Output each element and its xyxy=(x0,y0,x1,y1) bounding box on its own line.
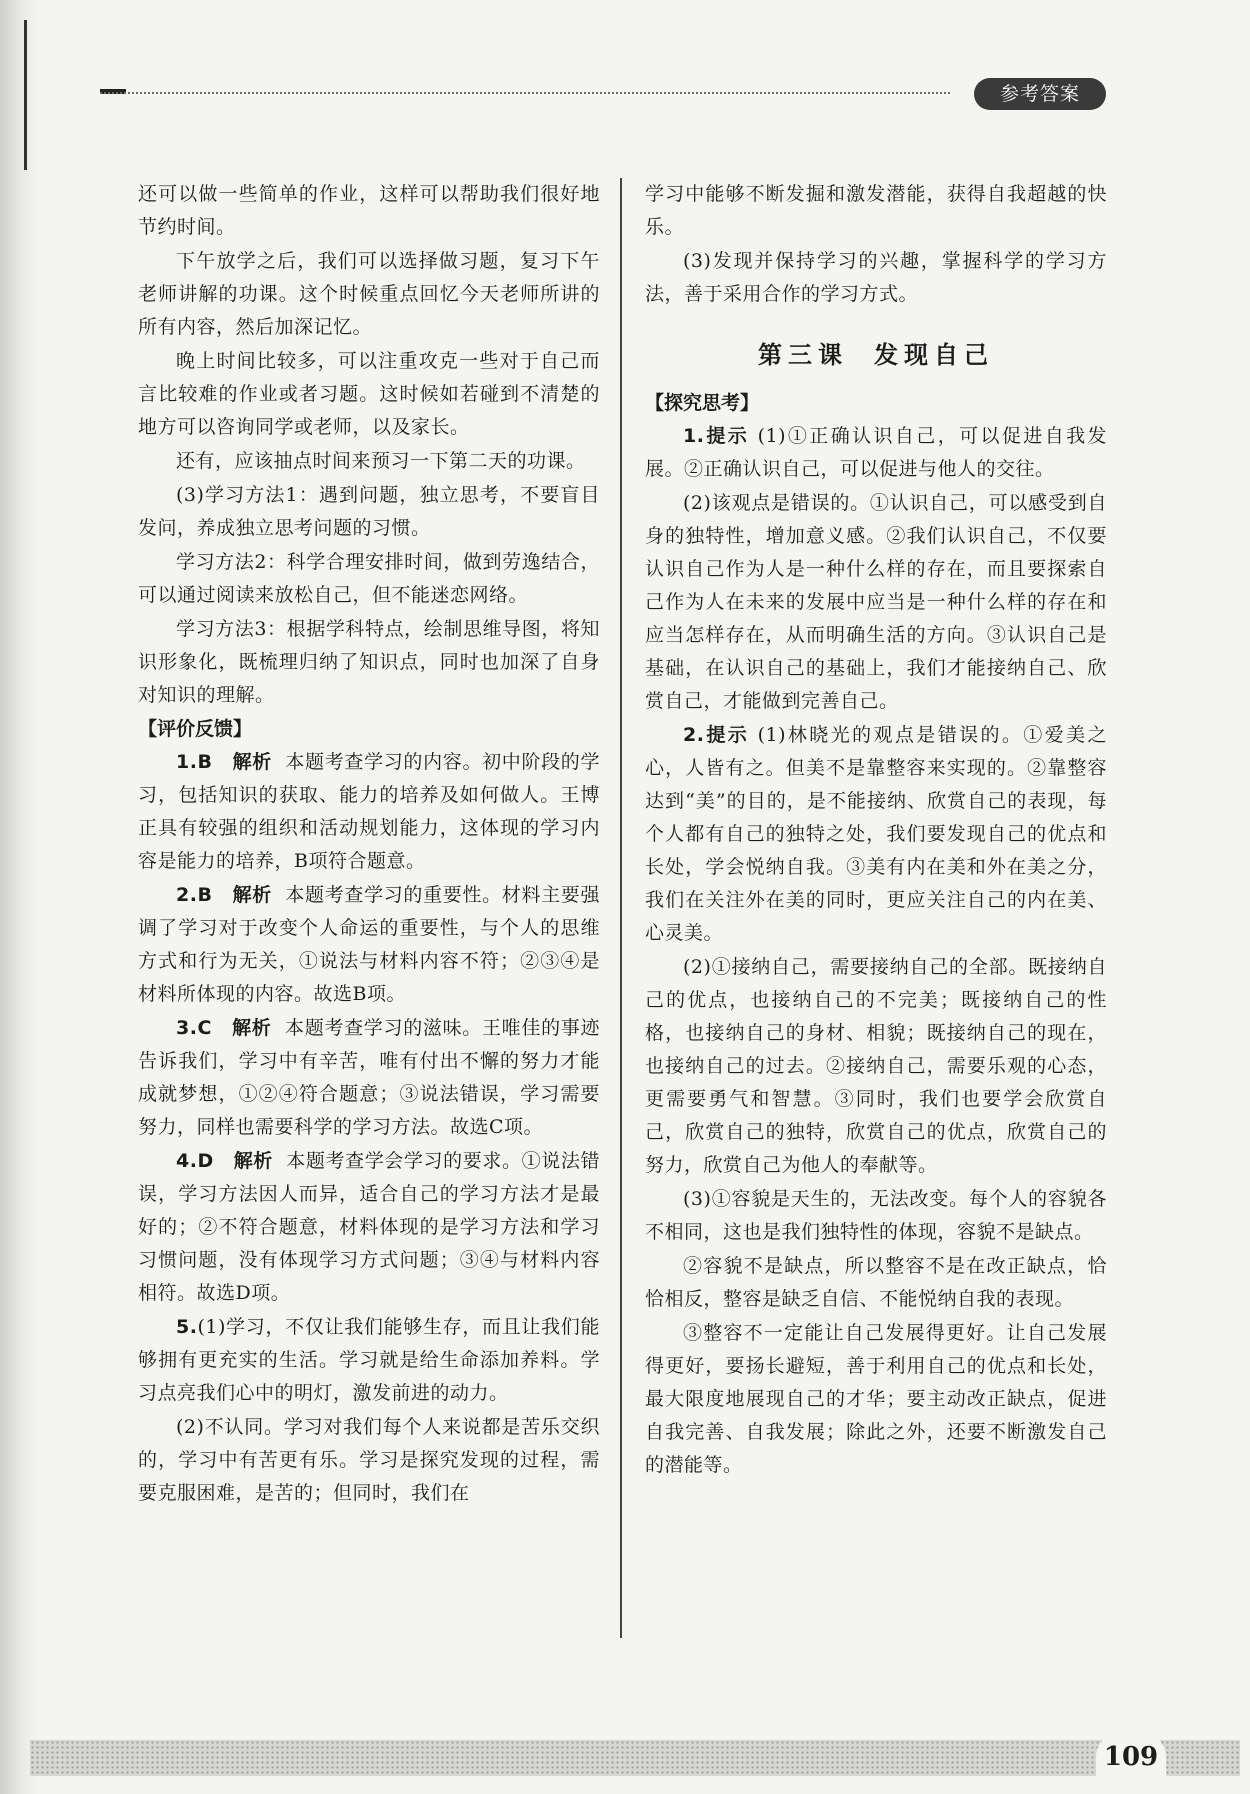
footer-dotted-band xyxy=(30,1740,1240,1776)
answer-label: 4.D xyxy=(176,1150,214,1172)
answer-label: 3.C xyxy=(176,1017,212,1039)
answer-item xyxy=(138,1145,600,1310)
right-column xyxy=(645,178,1107,1483)
binding-edge-mark xyxy=(24,20,27,170)
hint-text: (1)①正确认识自己，可以促进自我发展。②正确认识自己，可以促进与他人的交往。 xyxy=(645,425,1107,480)
left-paragraph: 还有，应该抽点时间来预习一下第二天的功课。 xyxy=(176,450,586,472)
analysis-keyword: 解析 xyxy=(232,1017,272,1039)
left-paragraph: 晚上时间比较多，可以注重攻克一些对于自己而言比较难的作业或者习题。这时候如若碰到不清楚的地方可以咨询同学或老师，以及家长。 xyxy=(138,350,600,438)
left-paragraph: 学习方法2：科学合理安排时间，做到劳逸结合，可以通过阅读来放松自己，但不能迷恋网络。 xyxy=(138,551,600,606)
analysis-keyword: 解析 xyxy=(232,884,272,906)
hint-label: 2.提示 xyxy=(683,724,750,746)
header-dotted-rule xyxy=(100,92,950,94)
left-paragraph: 下午放学之后，我们可以选择做习题，复习下午老师讲解的功课。这个时候重点回忆今天老师所讲的所有内容，然后加深记忆。 xyxy=(138,250,600,338)
left-paragraph: 还可以做一些简单的作业，这样可以帮助我们很好地节约时间。 xyxy=(138,183,600,238)
answer-item-continued: (2)不认同。学习对我们每个人来说都是苦乐交织的，学习中有苦更有乐。学习是探究发现的过程，需要克服困难，是苦的；但同时，我们在 xyxy=(138,1416,600,1504)
hint-paragraph: (2)该观点是错误的。①认识自己，可以感受到自身的独特性，增加意义感。②我们认识自己，不仅要认识自己作为人是一种什么样的存在，而且要探索自己作为人在未来的发展中应当是一种什么样的存在和应当怎样存在，从而明确生活的方向。③认识自己是基础，在认识自己的基础上，我们才能接纳自己、欣赏自己，才能做到完善自己。 xyxy=(645,492,1107,712)
lesson-title xyxy=(645,337,1107,373)
answer-label: 2.B xyxy=(176,884,213,906)
hint-item xyxy=(645,420,1107,486)
left-paragraph: (3)学习方法1：遇到问题，独立思考，不要盲目发问，养成独立思考问题的习惯。 xyxy=(138,484,600,539)
section-heading-feedback: 【评价反馈】 xyxy=(138,718,253,740)
left-column xyxy=(138,178,600,1511)
hint-paragraph: (2)①接纳自己，需要接纳自己的全部。既接纳自己的优点，也接纳自己的不完美；既接纳自己的性格，也接纳自己的身材、相貌；既接纳自己的现在，也接纳自己的过去。②接纳自己，需要乐观的心态，更需要勇气和智慧。③同时，我们也要学会欣赏自己，欣赏自己的独特，欣赏自己的优点，欣赏自己的努力，欣赏自己为他人的奉献等。 xyxy=(645,956,1107,1176)
answer-text: 本题考查学习的内容。初中阶段的学习，包括知识的获取、能力的培养及如何做人。王博正具有较强的组织和活动规划能力，这体现的学习内容是能力的培养，B项符合题意。 xyxy=(138,751,600,872)
hint-paragraph: ③整容不一定能让自己发展得更好。让自己发展得更好，要扬长避短，善于利用自己的优点和长处，最大限度地展现自己的才华；要主动改正缺点，促进自我完善、自我发展；除此之外，还要不断激发自己的潜能等。 xyxy=(645,1322,1107,1476)
answer-label: 5. xyxy=(176,1316,198,1338)
hint-paragraph: (3)①容貌是天生的，无法改变。每个人的容貌各不相同，这也是我们独特性的体现，容貌不是缺点。 xyxy=(645,1188,1107,1243)
right-paragraph: (3)发现并保持学习的兴趣，掌握科学的学习方法，善于采用合作的学习方式。 xyxy=(645,250,1107,305)
answer-text: 本题考查学会学习的要求。①说法错误，学习方法因人而异，适合自己的学习方法才是最好的；②不符合题意，材料体现的是学习方法和学习习惯问题，没有体现学习方式问题；③④与材料内容相符。故选D项。 xyxy=(138,1150,600,1304)
answer-text: (1)学习，不仅让我们能够生存，而且让我们能够拥有更充实的生活。学习就是给生命添加养料。学习点亮我们心中的明灯，激发前进的动力。 xyxy=(138,1316,600,1404)
answer-text: 本题考查学习的滋味。王唯佳的事迹告诉我们，学习中有辛苦，唯有付出不懈的努力才能成就梦想，①②④符合题意；③说法错误，学习需要努力，同样也需要科学的学习方法。故选C项。 xyxy=(138,1017,600,1138)
hint-label: 1.提示 xyxy=(683,425,750,447)
lesson-name: 发现自己 xyxy=(874,341,994,369)
page-binding-shadow xyxy=(0,0,38,1794)
hint-text: (1)林晓光的观点是错误的。①爱美之心，人皆有之。但美不是靠整容来实现的。②靠整容达到“美”的目的，是不能接纳、欣赏自己的表现，每个人都有自己的独特之处，我们要发现自己的优点和长处，学会悦纳自我。③美有内在美和外在美之分，我们在关注外在美的同时，更应关注自己的内在美、心灵美。 xyxy=(645,724,1107,944)
hint-paragraph: ②容貌不是缺点，所以整容不是在改正缺点，恰恰相反，整容是缺乏自信、不能悦纳自我的表现。 xyxy=(645,1255,1107,1310)
page-number: 109 xyxy=(1096,1733,1166,1781)
analysis-keyword: 解析 xyxy=(232,751,272,773)
answer-item xyxy=(138,1012,600,1144)
answer-item xyxy=(138,1311,600,1410)
answer-label: 1.B xyxy=(176,751,213,773)
hint-item xyxy=(645,719,1107,950)
left-paragraph: 学习方法3：根据学科特点，绘制思维导图，将知识形象化，既梳理归纳了知识点，同时也加深了自身对知识的理解。 xyxy=(138,618,600,706)
right-paragraph: 学习中能够不断发掘和激发潜能，获得自我超越的快乐。 xyxy=(645,183,1107,238)
analysis-keyword: 解析 xyxy=(233,1150,273,1172)
column-divider xyxy=(620,178,622,1638)
answer-item xyxy=(138,879,600,1011)
section-heading-explore: 【探究思考】 xyxy=(645,392,760,414)
header-section-tag: 参考答案 xyxy=(974,78,1106,110)
answer-item xyxy=(138,746,600,878)
answer-text: 本题考查学习的重要性。材料主要强调了学习对于改变个人命运的重要性，与个人的思维方式和行为无关，①说法与材料内容不符；②③④是材料所体现的内容。故选B项。 xyxy=(138,884,600,1005)
lesson-number: 第三课 xyxy=(758,341,848,369)
